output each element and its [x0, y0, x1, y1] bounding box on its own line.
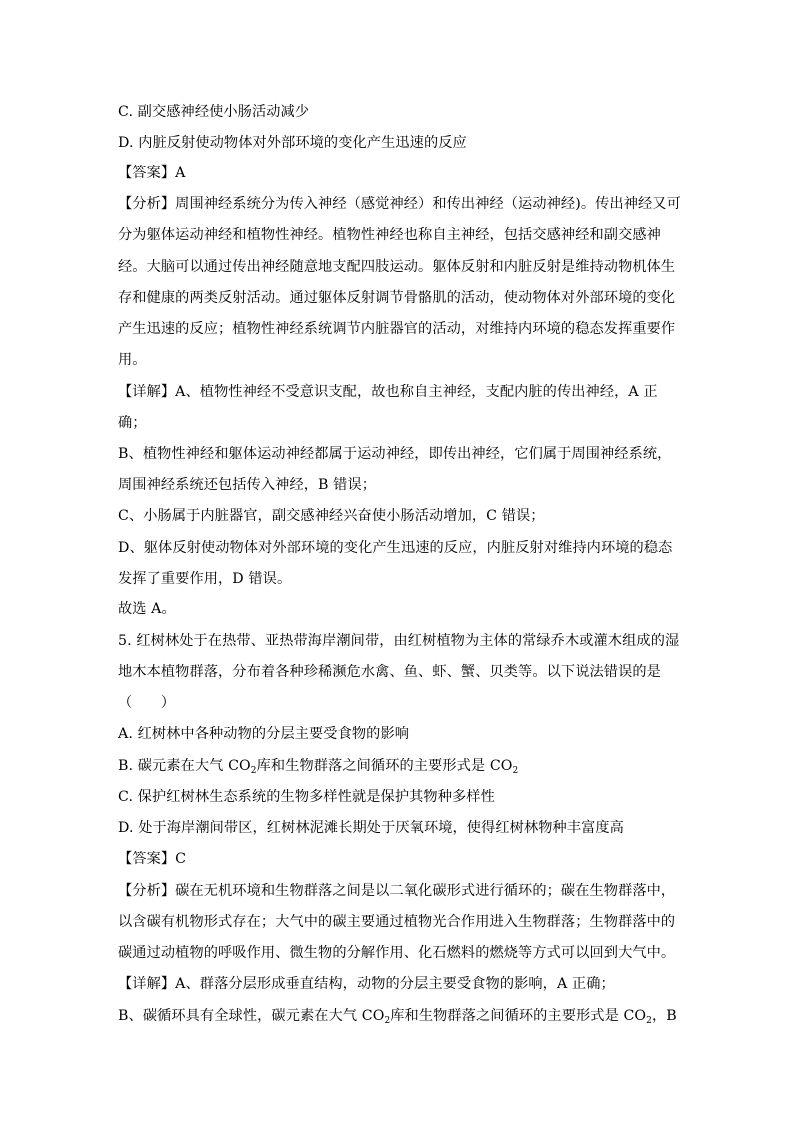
detail-line: 确； — [118, 415, 147, 431]
answer-q4: 【答案】A — [118, 165, 186, 181]
detail-b-text-1: B、碳循环具有全球性，碳元素在大气 CO — [118, 1008, 385, 1024]
analysis-line: 用。 — [118, 352, 147, 368]
option-b-text-1: B. 碳元素在大气 CO — [118, 758, 251, 774]
analysis-line: 产生迅速的反应；植物性神经系统调节内脏器官的活动，对维持内环境的稳态发挥重要作 — [118, 321, 676, 337]
option-a-q5: A. 红树林中各种动物的分层主要受食物的影响 — [118, 726, 410, 742]
analysis-line: 经。大脑可以通过传出神经随意地支配四肢运动。躯体反射和内脏反射是维持动物机体生 — [118, 259, 676, 275]
option-b-text-2: 库和生物群落之间循环的主要形式是 CO — [256, 758, 513, 774]
detail-line: B、植物性神经和躯体运动神经都属于运动神经，即传出神经，它们属于周围神经系统， — [118, 446, 672, 462]
detail-line: 发挥了重要作用，D 错误。 — [118, 571, 292, 587]
analysis-line: 分为躯体运动神经和植物性神经。植物性神经也称自主神经，包括交感神经和副交感神 — [118, 227, 661, 243]
option-c-q5: C. 保护红树林生态系统的生物多样性就是保护其物种多样性 — [118, 789, 495, 805]
option-d-q4: D. 内脏反射使动物体对外部环境的变化产生迅速的反应 — [118, 135, 467, 151]
analysis-q5-line: 碳通过动植物的呼吸作用、微生物的分解作用、化石燃料的燃烧等方式可以回到大气中。 — [118, 945, 676, 961]
question-5-stem: 5. 红树林处于在热带、亚热带海岸潮间带，由红树植物为主体的常绿乔木或灌木组成的湿 — [118, 633, 680, 649]
detail-q5-line: 【详解】A、群落分层形成垂直结构，动物的分层主要受食物的影响，A 正确； — [118, 976, 615, 992]
analysis-line: 存和健康的两类反射活动。通过躯体反射调节骨骼肌的活动，使动物体对外部环境的变化 — [118, 290, 676, 306]
detail-line: 周围神经系统还包括传入神经，B 错误； — [118, 477, 377, 493]
detail-b-text-2: 库和生物群落之间循环的主要形式是 CO — [390, 1008, 647, 1024]
question-5-blank: （ ） — [118, 695, 176, 711]
subscript-2: 2 — [512, 766, 519, 776]
analysis-q5-line: 【分析】碳在无机环境和生物群落之间是以二氧化碳形式进行循环的；碳在生物群落中， — [118, 883, 676, 899]
option-c-q4: C. 副交感神经使小肠活动减少 — [118, 104, 310, 120]
option-b-q5 — [118, 756, 518, 778]
question-5-stem: 地木本植物群落，分布着各种珍稀濒危水禽、鱼、虾、蟹、贝类等。以下说法错误的是 — [118, 664, 661, 680]
analysis-q5-line: 以含碳有机物形式存在；大气中的碳主要通过植物光合作用进入生物群落；生物群落中的 — [118, 914, 676, 930]
detail-line: C、小肠属于内脏器官，副交感神经兴奋使小肠活动增加，C 错误； — [118, 508, 545, 524]
detail-b-text-3: ，B — [652, 1008, 677, 1024]
detail-q5-line-b — [118, 1006, 677, 1028]
subscript-2: 2 — [646, 1016, 652, 1026]
detail-line: D、躯体反射使动物体对外部环境的变化产生迅速的反应，内脏反射对维持内环境的稳态 — [118, 540, 673, 556]
subscript-2: 2 — [384, 1016, 391, 1026]
subscript-2: 2 — [250, 766, 257, 776]
analysis-line: 【分析】周围神经系统分为传入神经（感觉神经）和传出神经（运动神经)。传出神经又可 — [118, 196, 681, 212]
option-d-q5: D. 处于海岸潮间带区，红树林泥滩长期处于厌氧环境，使得红树林物种丰富度高 — [118, 820, 624, 836]
answer-q5: 【答案】C — [118, 851, 187, 867]
detail-line: 【详解】A、植物性神经不受意识支配，故也称自主神经，支配内脏的传出神经，A 正 — [118, 384, 658, 400]
choice-line: 故选 A。 — [118, 601, 176, 617]
